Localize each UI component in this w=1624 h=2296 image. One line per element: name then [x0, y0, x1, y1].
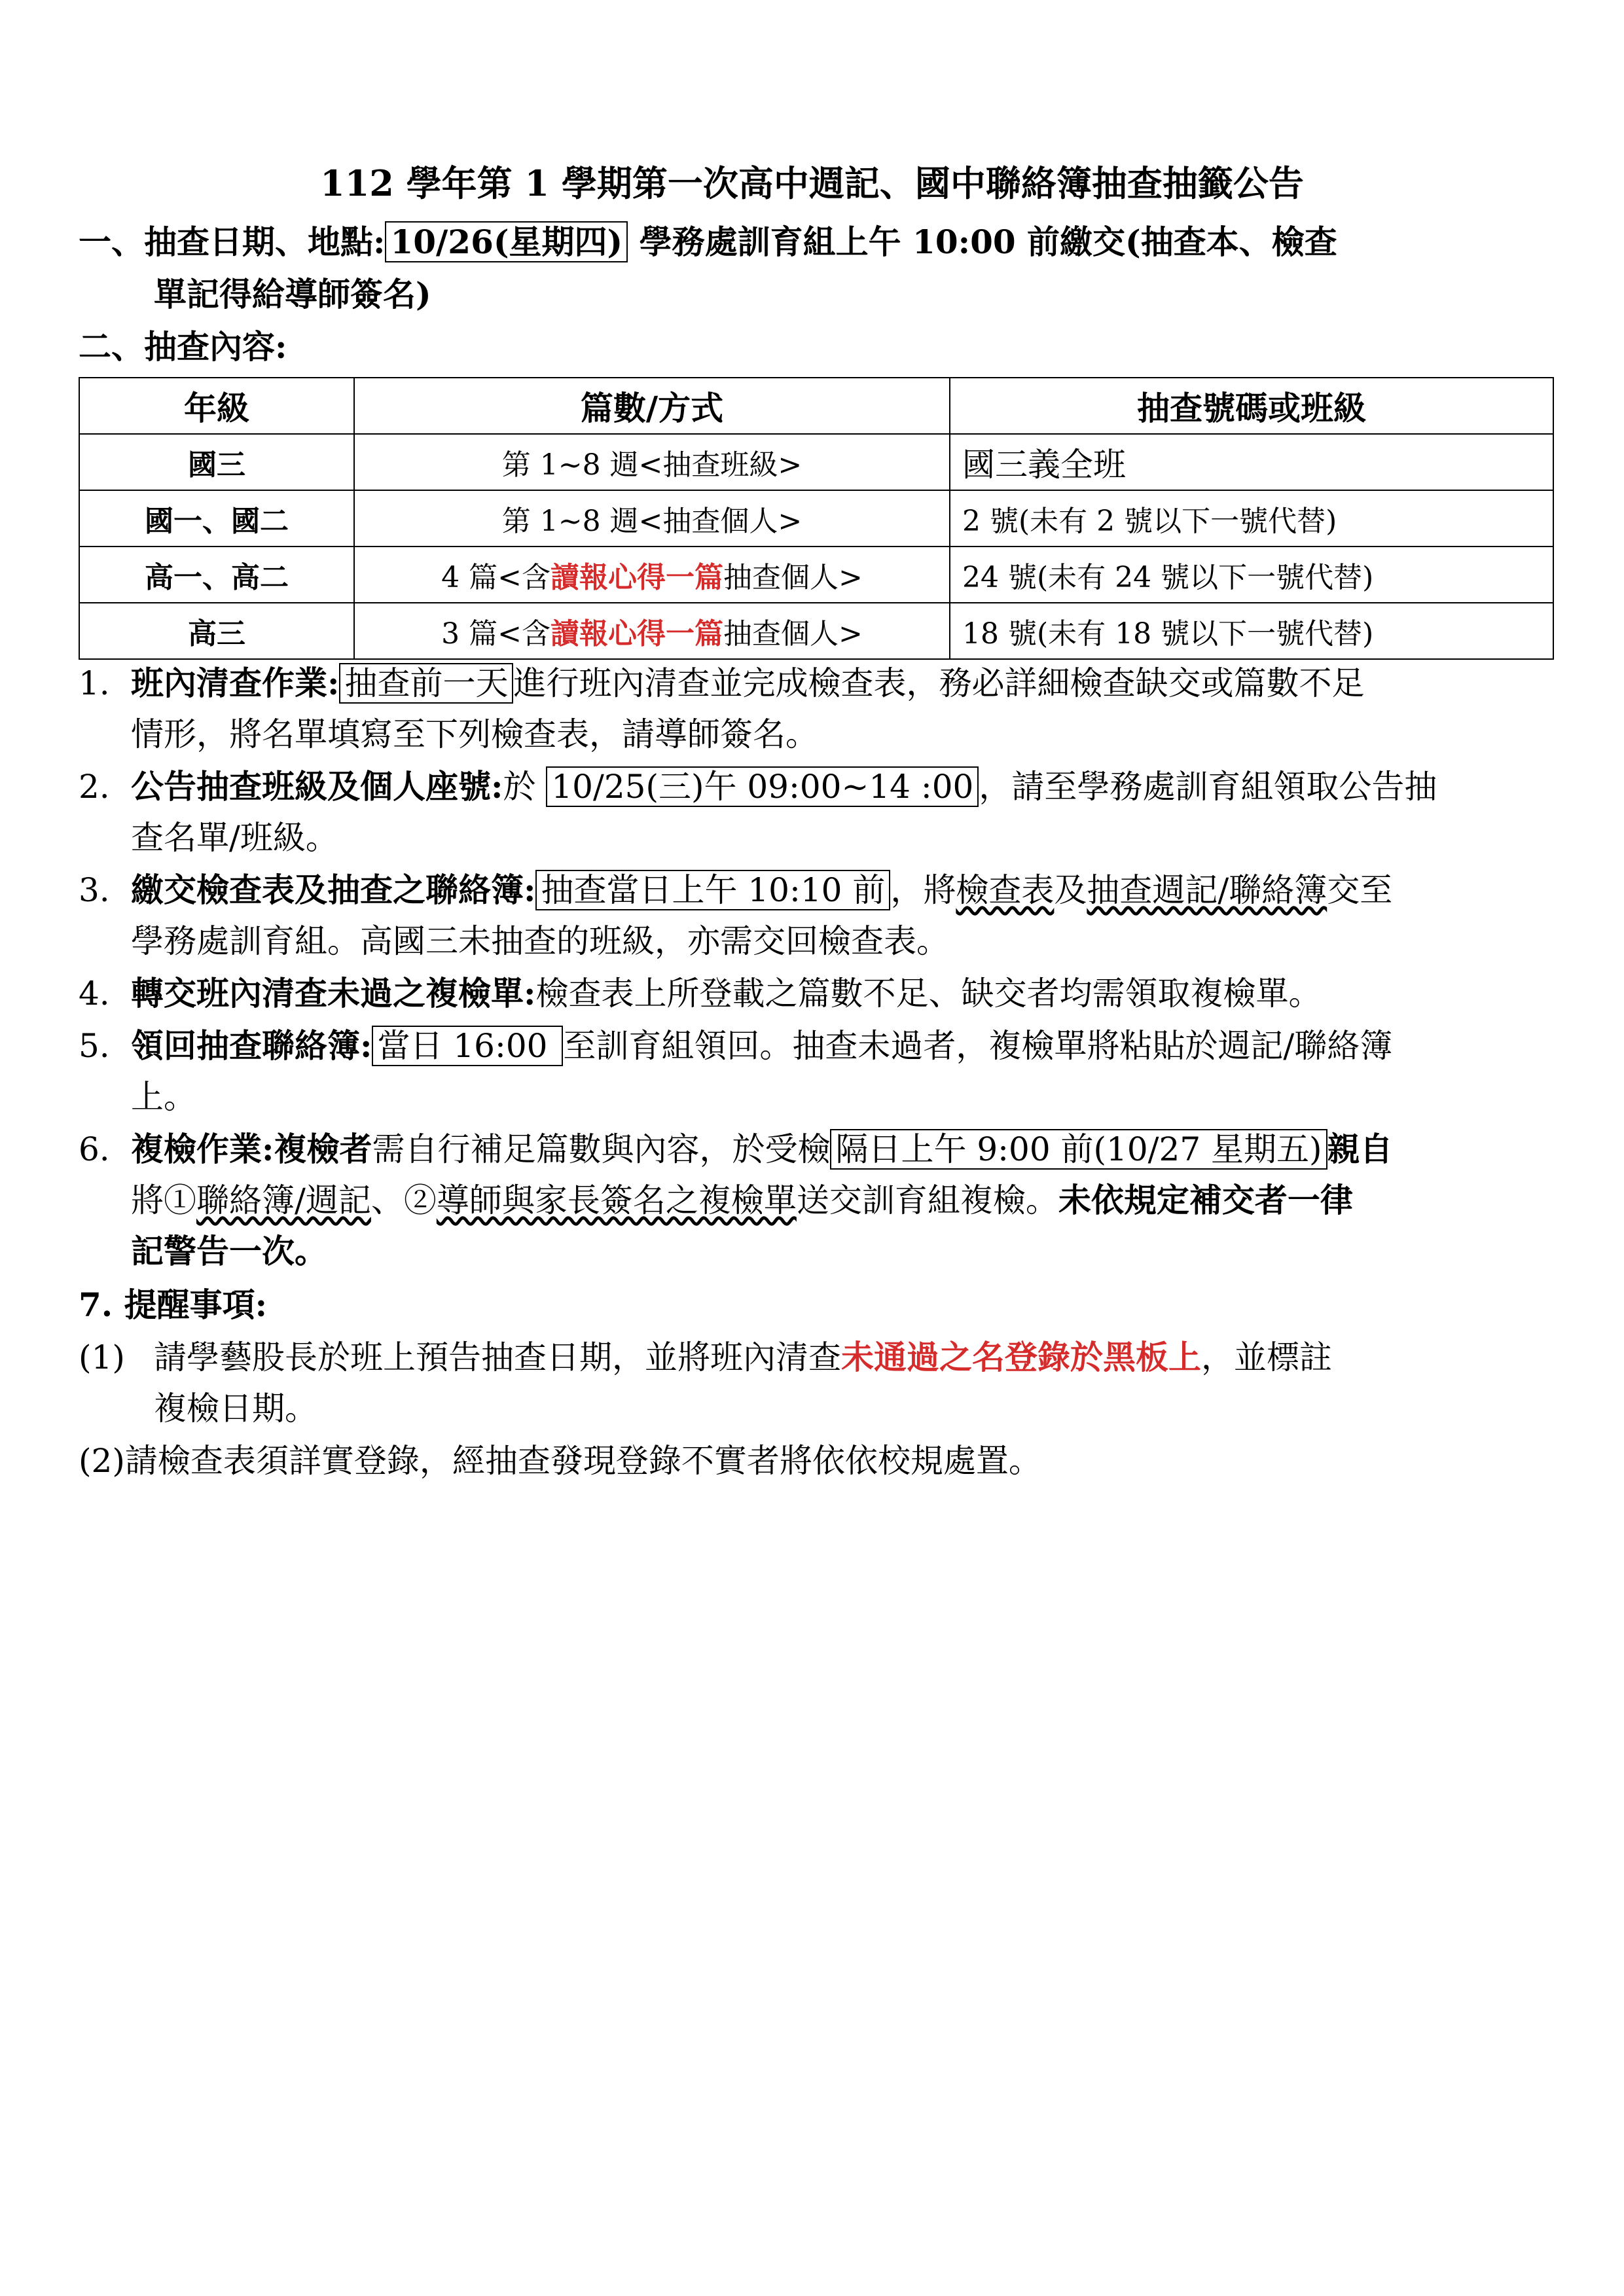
item-wavy-text: 導師與家長簽名之複檢單 — [436, 1181, 797, 1219]
row-target: 24 號(未有 24 號以下一號代替) — [950, 547, 1553, 603]
table-row — [79, 490, 1553, 547]
item-heading: 領回抽查聯絡簿: — [131, 1026, 372, 1065]
row-target: 2 號(未有 2 號以下一號代替) — [950, 490, 1553, 547]
section-date-label: 一、抽查日期、地點: — [79, 223, 386, 261]
table-row — [79, 547, 1553, 603]
item-body: 、② — [370, 1181, 437, 1219]
item-heading: 轉交班內清查未過之複檢單: — [131, 974, 536, 1013]
reminder-2: (2)請檢查表須詳實登錄，經抽查發現登錄不實者將依依校規處置。 — [79, 1442, 1041, 1480]
item-warning-text-line3: 記警告一次。 — [131, 1232, 327, 1270]
item-body: 需自行補足篇數與內容，於受檢 — [372, 1130, 831, 1168]
item-body-line2: 查名單/班級。 — [131, 819, 338, 857]
item-deadline-box: 10/25(三)午 09:00~14 :00 — [546, 766, 979, 807]
method-text: 4 篇<含 — [441, 561, 550, 594]
item-deadline-box: 抽查當日上午 10:10 前 — [535, 870, 890, 910]
row-grade: 國一、國二 — [79, 490, 354, 547]
item-text — [131, 658, 1578, 760]
list-item-5 — [79, 1020, 1578, 1122]
item-text — [131, 1124, 1578, 1277]
item-number: 2. — [79, 768, 110, 806]
item-heading: 班內清查作業: — [131, 664, 340, 702]
item-body: ，將 — [890, 871, 956, 909]
inspection-date-box: 10/26(星期四) — [385, 221, 628, 262]
reminder-body-end: ，並標註 — [1201, 1338, 1332, 1376]
item-body-line2: 情形，將名單填寫至下列檢查表，請導師簽名。 — [131, 715, 818, 753]
item-bold-text: 親自 — [1327, 1130, 1393, 1168]
method-text: 第 1~8 週<抽查班級> — [501, 448, 803, 482]
reminders-heading: 7. 提醒事項: — [79, 1285, 268, 1324]
method-text: 3 篇<含 — [441, 617, 550, 651]
reminder-body: 請學藝股長於班上預告抽查日期，並將班內清查 — [154, 1338, 841, 1376]
item-number: 6. — [79, 1130, 110, 1168]
method-text-end: 抽查個人> — [723, 561, 863, 594]
list-item-4 — [79, 968, 1578, 1019]
item-wavy-text: 抽查週記/聯絡簿 — [1087, 871, 1327, 909]
item-heading: 複檢作業:複檢者 — [131, 1130, 372, 1168]
table-row — [79, 603, 1553, 659]
item-body: 送交訓育組複檢。 — [796, 1181, 1058, 1219]
item-number: 4. — [79, 975, 110, 1013]
section-date-text: 學務處訓育組上午 10:00 前繳交(抽查本、檢查 — [628, 223, 1337, 261]
page-title: 112 學年第 1 學期第一次高中週記、國中聯絡簿抽查抽籤公告 — [320, 162, 1304, 204]
item-deadline-box: 抽查前一天 — [339, 663, 513, 704]
item-wavy-text: 檢查表 — [956, 871, 1055, 909]
section-content-label: 二、抽查內容: — [79, 327, 287, 366]
section-date-location — [79, 216, 1337, 268]
reminder-number: (1) — [79, 1338, 125, 1376]
item-body: 檢查表上所登載之篇數不足、缺交者均需領取複檢單。 — [535, 975, 1322, 1013]
row-method — [354, 603, 950, 659]
row-grade: 國三 — [79, 434, 354, 490]
item-body: 及 — [1054, 871, 1087, 909]
reminder-1 — [79, 1332, 1578, 1434]
row-target: 18 號(未有 18 號以下一號代替) — [950, 603, 1553, 659]
row-method — [354, 434, 950, 490]
list-item-3 — [79, 865, 1578, 967]
item-number: 3. — [79, 871, 110, 909]
table-row — [79, 434, 1553, 490]
item-heading: 繳交檢查表及抽查之聯絡簿: — [131, 870, 536, 909]
method-highlight: 讀報心得一篇 — [550, 561, 723, 594]
header-target: 抽查號碼或班級 — [950, 378, 1553, 434]
item-heading: 公告抽查班級及個人座號: — [131, 767, 503, 806]
reminder-body-line2: 複檢日期。 — [154, 1390, 317, 1427]
section-date-line2: 單記得給導師簽名) — [154, 275, 431, 314]
item-number: 5. — [79, 1027, 110, 1065]
method-highlight: 讀報心得一篇 — [550, 617, 723, 651]
item-body: 至訓育組領回。抽查未過者，複檢單將粘貼於週記/聯絡簿 — [563, 1027, 1393, 1065]
item-text — [131, 761, 1578, 863]
header-grade: 年級 — [79, 378, 354, 434]
list-item-1 — [79, 658, 1578, 760]
row-method — [354, 547, 950, 603]
method-text-end: 抽查個人> — [723, 617, 863, 651]
item-text — [131, 1020, 1578, 1122]
row-grade: 高一、高二 — [79, 547, 354, 603]
header-method: 篇數/方式 — [354, 378, 950, 434]
method-text: 第 1~8 週<抽查個人> — [501, 505, 803, 538]
item-number: 1. — [79, 664, 110, 702]
row-method — [354, 490, 950, 547]
item-deadline-box: 當日 16:00 — [372, 1026, 563, 1066]
item-body: 交至 — [1327, 871, 1393, 909]
item-body-line2: 學務處訓育組。高國三未抽查的班級，亦需交回檢查表。 — [131, 922, 949, 960]
reminder-text — [154, 1332, 1578, 1434]
item-text — [131, 865, 1578, 967]
reminder-highlight: 未通過之名登錄於黑板上 — [841, 1338, 1201, 1376]
item-body: ，請至學務處訓育組領取公告抽 — [979, 768, 1437, 806]
item-pre: 於 — [503, 768, 547, 806]
row-target: 國三義全班 — [950, 434, 1553, 490]
item-body: 將① — [131, 1181, 196, 1219]
item-warning-text: 未依規定補交者一律 — [1058, 1181, 1353, 1219]
row-grade: 高三 — [79, 603, 354, 659]
list-item-2 — [79, 761, 1578, 863]
item-body: 進行班內清查並完成檢查表，務必詳細檢查缺交或篇數不足 — [513, 664, 1365, 702]
item-body-line2: 上。 — [131, 1078, 196, 1116]
inspection-table — [79, 377, 1554, 660]
item-deadline-box: 隔日上午 9:00 前(10/27 星期五) — [830, 1129, 1327, 1170]
item-wavy-text: 聯絡簿/週記 — [196, 1181, 371, 1219]
item-text — [131, 968, 1578, 1019]
list-item-6 — [79, 1124, 1578, 1277]
table-header-row — [79, 378, 1553, 434]
